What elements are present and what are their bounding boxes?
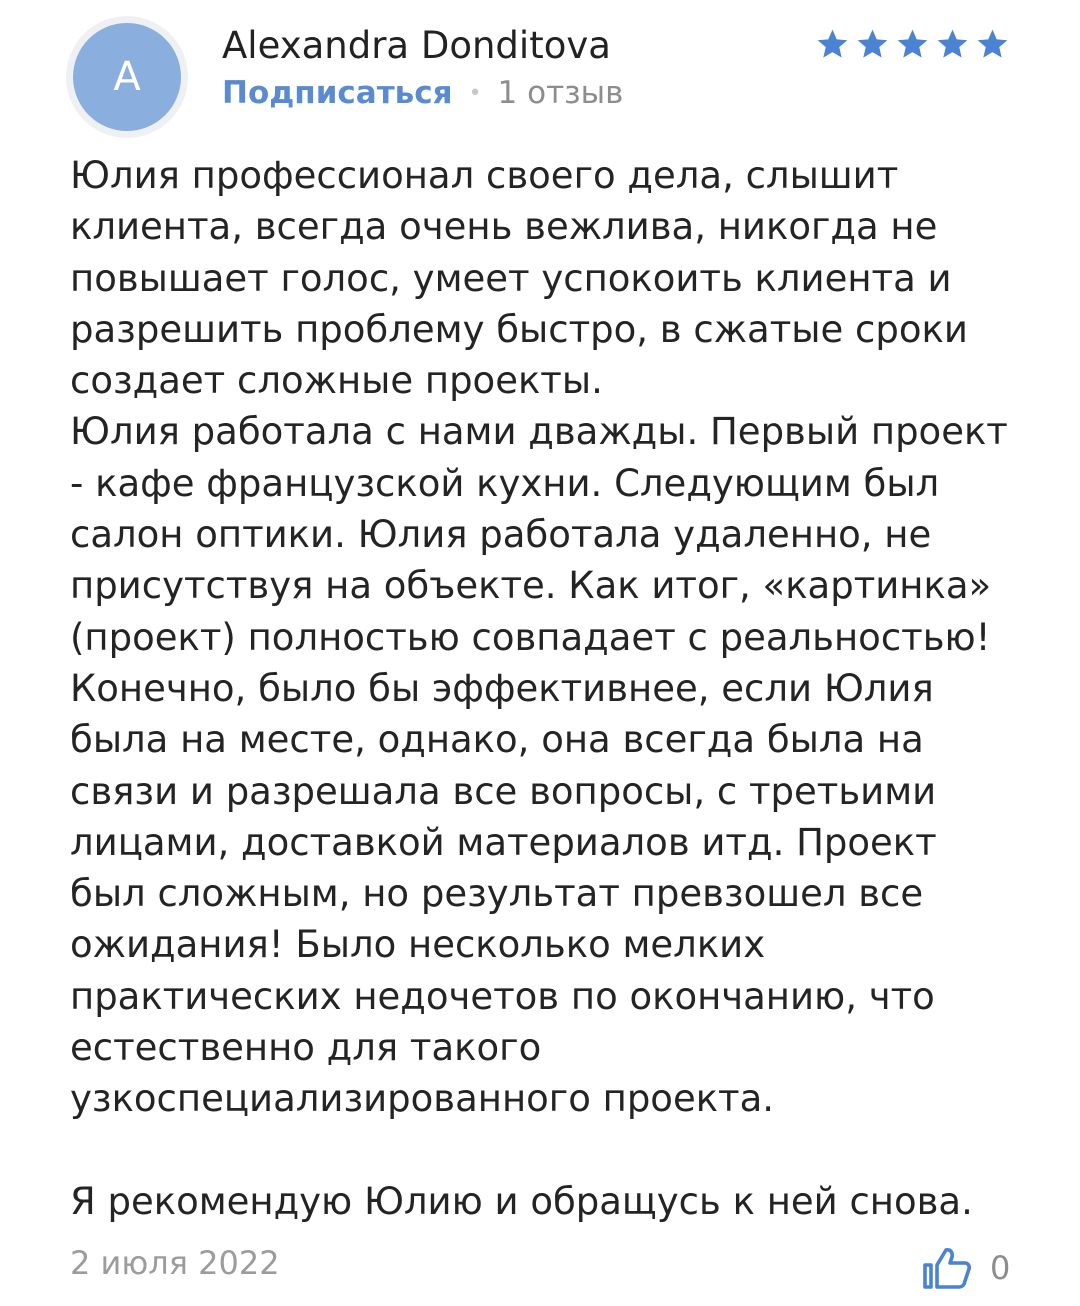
- author-meta: [222, 75, 623, 111]
- reviews-count: 1 отзыв: [497, 75, 624, 111]
- star-icon: [816, 28, 849, 61]
- thumbs-up-icon: [922, 1246, 972, 1290]
- meta-separator: •: [468, 80, 482, 106]
- avatar[interactable]: [73, 23, 181, 131]
- star-icon: [896, 28, 929, 61]
- avatar-letter: A: [113, 54, 141, 100]
- author-name[interactable]: Alexandra Donditova: [222, 24, 611, 67]
- review-text: Юлия профессионал своего дела, слышит клиента, всегда очень вежлива, никогда не повышает голос, умеет успокоить клиента и разрешить проблему быстро, в сжатые сроки создает сложные проекты. Юлия работала с нами дважды. Первый проект - кафе французской кухни. Следующим был салон оптики. Юлия работала удаленно, не присутствуя на объекте. Как итог, «картинка» (проект) полностью совпадает с реальностью! Конечно, было бы эффективнее, если Юлия была на месте, однако, она всегда была на связи и разрешала все вопросы, с третьими лицами, доставкой материалов итд. Проект был сложным, но результат превзошел все ожидания! Было несколько мелких практических недочетов по окончанию, что естественно для такого узкоспециализированного проекта. Я рекомендую Юлию и обращусь к ней снова.: [70, 154, 1008, 1223]
- rating-stars: [816, 28, 1009, 61]
- subscribe-button[interactable]: Подписаться: [222, 75, 453, 111]
- review-date: 2 июля 2022: [70, 1244, 280, 1282]
- like-button[interactable]: [922, 1246, 1010, 1290]
- star-icon: [936, 28, 969, 61]
- star-icon: [976, 28, 1009, 61]
- like-count: 0: [990, 1249, 1011, 1287]
- star-icon: [856, 28, 889, 61]
